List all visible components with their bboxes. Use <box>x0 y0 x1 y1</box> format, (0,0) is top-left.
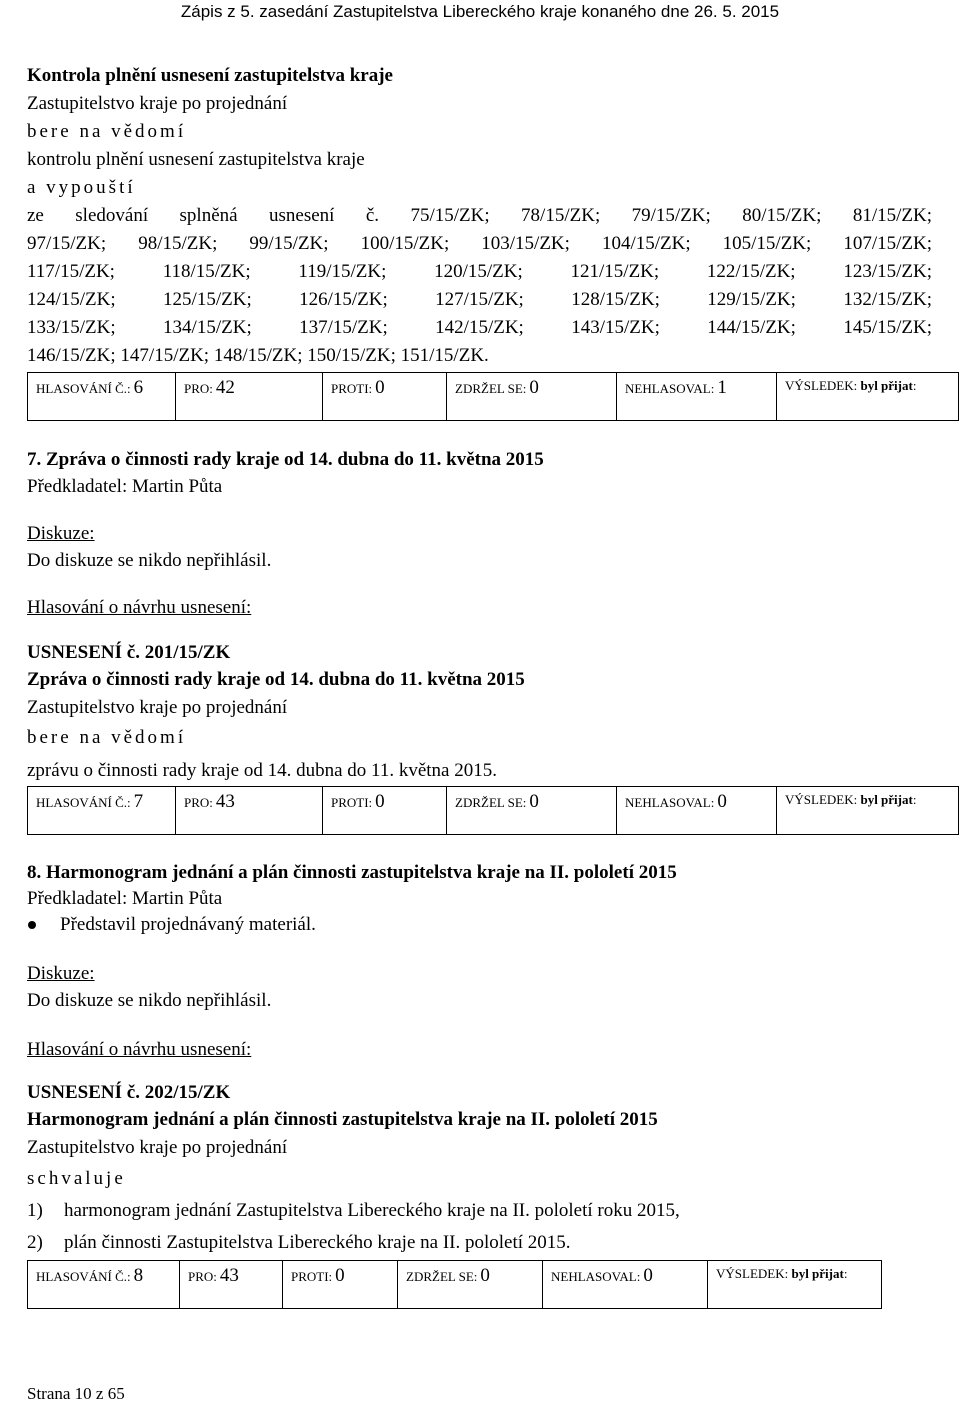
section-heading: 7. Zpráva o činnosti rady kraje od 14. dubna do 11. května 2015 <box>27 449 544 470</box>
hlasovani-label: Hlasování o návrhu usnesení: <box>27 1039 252 1060</box>
vote-result-cell: VÝSLEDEK: byl přijat: <box>785 378 917 393</box>
vote-pro-cell: PRO: 43 <box>176 787 323 834</box>
vote-number-cell: HLASOVÁNÍ Č.: 8 <box>28 1261 180 1308</box>
vote-zdrzel-cell: ZDRŽEL SE: 0 <box>398 1261 543 1308</box>
vote-zdrzel-cell: ZDRŽEL SE: 0 <box>447 373 617 420</box>
intro-text: Zastupitelstvo kraje po projednání <box>27 93 288 114</box>
predkladatel: Předkladatel: Martin Půta <box>27 888 223 909</box>
vote-zdrzel-cell: ZDRŽEL SE: 0 <box>447 787 617 834</box>
usneseni-title: Harmonogram jednání a plán činnosti zastupitelstva kraje na II. pololetí 2015 <box>27 1109 658 1130</box>
vote-result-cell: VÝSLEDEK: byl přijat: <box>785 792 917 807</box>
list-item-text: harmonogram jednání Zastupitelstva Libereckého kraje na II. pololetí roku 2015, <box>64 1200 680 1221</box>
diskuze-text: Do diskuze se nikdo nepřihlásil. <box>27 990 272 1011</box>
list-item-number: 2) <box>27 1232 43 1253</box>
resolution-list-line: 117/15/ZK; 118/15/ZK; 119/15/ZK; 120/15/ZK; 121/15/ZK; 122/15/ZK; 123/15/ZK; <box>27 261 932 282</box>
vote-number-cell: HLASOVÁNÍ Č.: 6 <box>28 373 176 420</box>
vote-nehlasoval-cell: NEHLASOVAL: 0 <box>617 787 777 834</box>
vote-nehlasoval-cell: NEHLASOVAL: 0 <box>543 1261 708 1308</box>
resolution-text: kontrolu plnění usnesení zastupitelstva kraje <box>27 149 365 170</box>
resolution-verb: bere na vědomí <box>27 121 187 142</box>
vote-pro-cell: PRO: 42 <box>176 373 323 420</box>
resolution-list-line: 124/15/ZK; 125/15/ZK; 126/15/ZK; 127/15/ZK; 128/15/ZK; 129/15/ZK; 132/15/ZK; <box>27 289 932 310</box>
diskuze-label: Diskuze: <box>27 523 95 544</box>
diskuze-text: Do diskuze se nikdo nepřihlásil. <box>27 550 272 571</box>
vote-result-cell: VÝSLEDEK: byl přijat: <box>716 1266 848 1281</box>
resolution-list-line: 133/15/ZK; 134/15/ZK; 137/15/ZK; 142/15/ZK; 143/15/ZK; 144/15/ZK; 145/15/ZK; <box>27 317 932 338</box>
vote-pro-cell: PRO: 43 <box>180 1261 283 1308</box>
usneseni-title: Zpráva o činnosti rady kraje od 14. dubna do 11. května 2015 <box>27 669 525 690</box>
resolution-verb: a vypouští <box>27 177 136 198</box>
vote-proti-cell: PROTI: 0 <box>283 1261 398 1308</box>
resolution-text: zprávu o činnosti rady kraje od 14. dubna do 11. května 2015. <box>27 760 497 781</box>
usneseni-number: USNESENÍ č. 202/15/ZK <box>27 1082 231 1103</box>
section-heading: 8. Harmonogram jednání a plán činnosti zastupitelstva kraje na II. pololetí 2015 <box>27 862 677 883</box>
resolution-verb: schvaluje <box>27 1168 126 1189</box>
vote-nehlasoval-cell: NEHLASOVAL: 1 <box>617 373 777 420</box>
page-header: Zápis z 5. zasedání Zastupitelstva Libereckého kraje konaného dne 26. 5. 2015 <box>180 2 780 21</box>
section-title: Kontrola plnění usnesení zastupitelstva kraje <box>27 65 393 86</box>
resolution-verb: bere na vědomí <box>27 727 187 748</box>
intro-text: Zastupitelstvo kraje po projednání <box>27 697 288 718</box>
hlasovani-label: Hlasování o návrhu usnesení: <box>27 597 252 618</box>
bullet-icon <box>28 921 36 929</box>
predkladatel: Předkladatel: Martin Půta <box>27 476 223 497</box>
list-item-number: 1) <box>27 1200 43 1221</box>
vote-proti-cell: PROTI: 0 <box>323 787 447 834</box>
vote-table <box>27 372 959 421</box>
page-number: Strana 10 z 65 <box>27 1384 125 1403</box>
diskuze-label: Diskuze: <box>27 963 95 984</box>
usneseni-number: USNESENÍ č. 201/15/ZK <box>27 642 231 663</box>
bullet-text: Představil projednávaný materiál. <box>60 914 316 935</box>
resolution-list-line: ze sledování splněná usnesení č. 75/15/ZK; 78/15/ZK; 79/15/ZK; 80/15/ZK; 81/15/ZK; <box>27 205 932 226</box>
intro-text: Zastupitelstvo kraje po projednání <box>27 1137 288 1158</box>
vote-table <box>27 1260 882 1309</box>
vote-number-cell: HLASOVÁNÍ Č.: 7 <box>28 787 176 834</box>
vote-table <box>27 786 959 835</box>
resolution-list-line: 146/15/ZK; 147/15/ZK; 148/15/ZK; 150/15/ZK; 151/15/ZK. <box>27 345 489 366</box>
list-item-text: plán činnosti Zastupitelstva Libereckého kraje na II. pololetí 2015. <box>64 1232 571 1253</box>
vote-proti-cell: PROTI: 0 <box>323 373 447 420</box>
resolution-list-line: 97/15/ZK; 98/15/ZK; 99/15/ZK; 100/15/ZK; 103/15/ZK; 104/15/ZK; 105/15/ZK; 107/15/ZK; <box>27 233 932 254</box>
